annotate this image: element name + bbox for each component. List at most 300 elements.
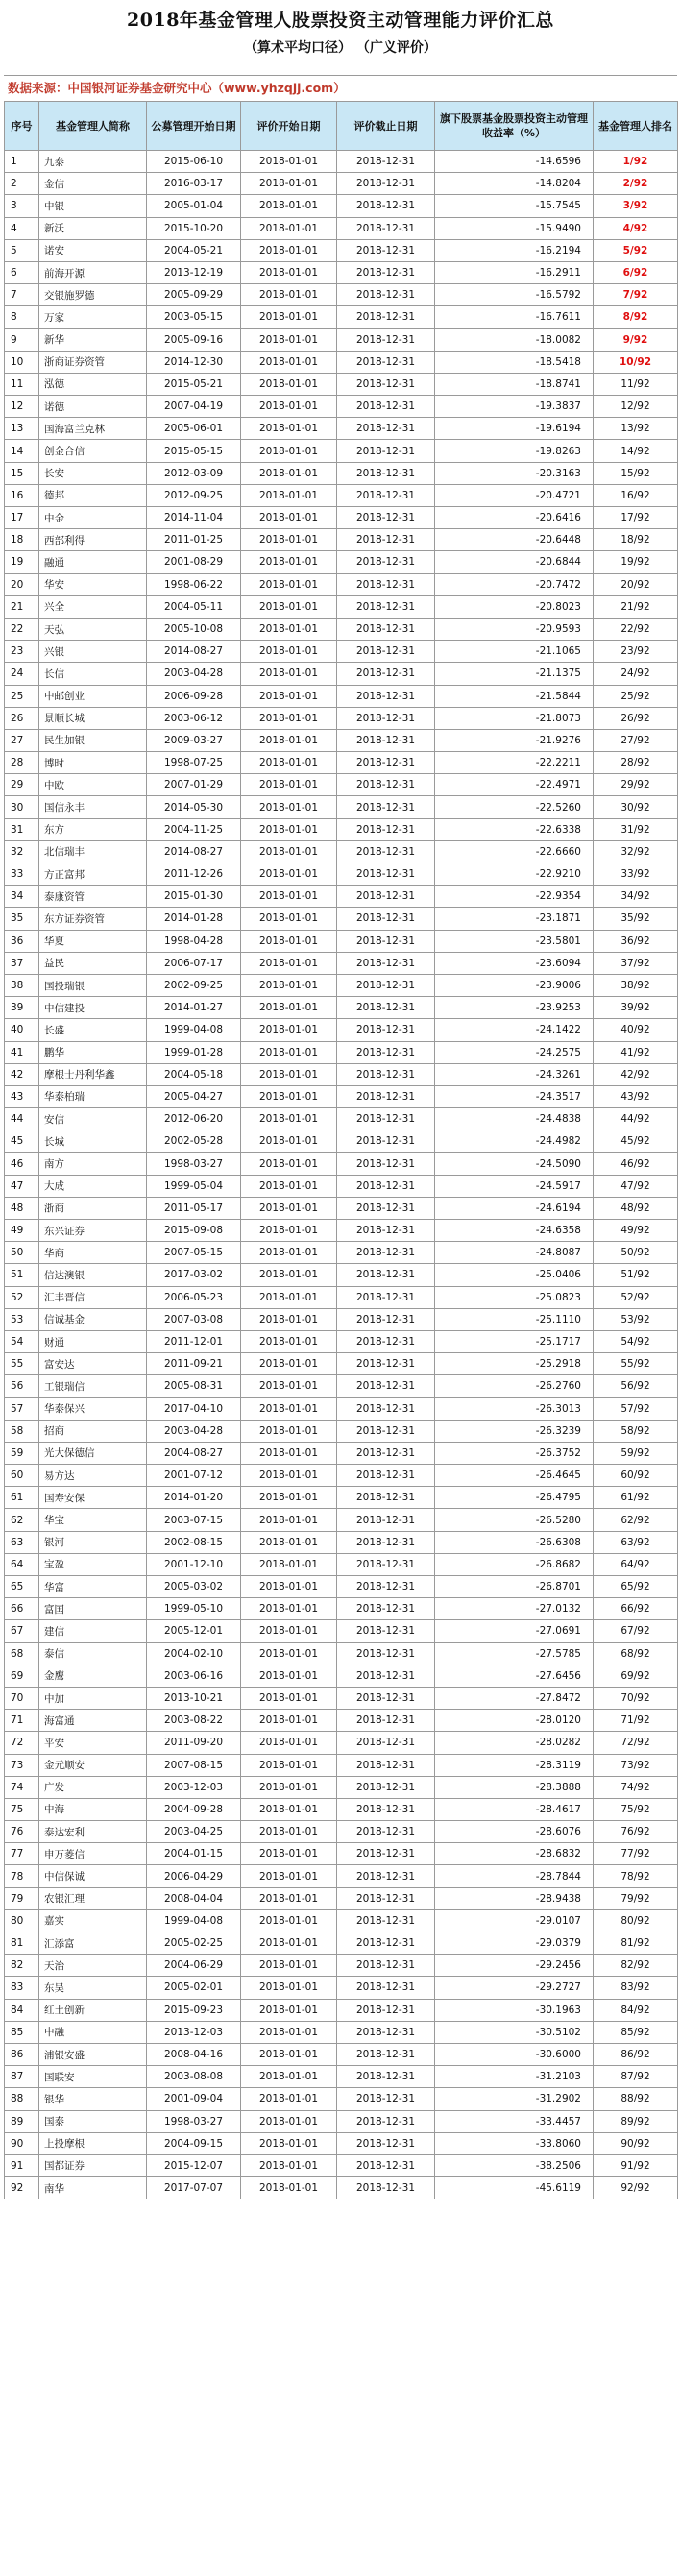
table-row bbox=[5, 1977, 678, 1999]
rank-value: 81/92 bbox=[594, 1932, 678, 1955]
public-start-date: 2005-09-29 bbox=[147, 284, 241, 306]
header-rank: 基金管理人排名 bbox=[594, 102, 678, 151]
return-value: -19.8263 bbox=[435, 440, 594, 462]
eval-end-date: 2018-12-31 bbox=[337, 2177, 435, 2199]
return-value: -24.8087 bbox=[435, 1242, 594, 1264]
row-number: 23 bbox=[5, 641, 39, 663]
public-start-date: 2004-05-18 bbox=[147, 1063, 241, 1085]
rank-value: 44/92 bbox=[594, 1108, 678, 1130]
manager-name: 华泰保兴 bbox=[39, 1397, 147, 1420]
rank-value: 19/92 bbox=[594, 551, 678, 573]
eval-start-date: 2018-01-01 bbox=[241, 908, 337, 930]
table-row bbox=[5, 1153, 678, 1175]
rank-value: 54/92 bbox=[594, 1330, 678, 1352]
return-value: -28.9438 bbox=[435, 1887, 594, 1909]
return-value: -28.0282 bbox=[435, 1732, 594, 1754]
public-start-date: 2007-08-15 bbox=[147, 1754, 241, 1776]
eval-start-date: 2018-01-01 bbox=[241, 1197, 337, 1219]
rank-value: 8/92 bbox=[594, 306, 678, 328]
public-start-date: 2007-05-15 bbox=[147, 1242, 241, 1264]
manager-name: 金鹰 bbox=[39, 1665, 147, 1687]
public-start-date: 2005-02-01 bbox=[147, 1977, 241, 1999]
table-row bbox=[5, 796, 678, 818]
eval-end-date: 2018-12-31 bbox=[337, 396, 435, 418]
header-eval-end: 评价截止日期 bbox=[337, 102, 435, 151]
rank-value: 31/92 bbox=[594, 818, 678, 840]
row-number: 60 bbox=[5, 1465, 39, 1487]
return-value: -15.9490 bbox=[435, 217, 594, 239]
data-source-note: 数据来源：中国银河证券基金研究中心（www.yhzqjj.com） bbox=[4, 75, 677, 101]
eval-start-date: 2018-01-01 bbox=[241, 507, 337, 529]
row-number: 54 bbox=[5, 1330, 39, 1352]
table-row bbox=[5, 1197, 678, 1219]
rank-value: 2/92 bbox=[594, 173, 678, 195]
eval-end-date: 2018-12-31 bbox=[337, 2043, 435, 2065]
table-row bbox=[5, 1220, 678, 1242]
eval-end-date: 2018-12-31 bbox=[337, 1553, 435, 1575]
public-start-date: 2014-01-20 bbox=[147, 1487, 241, 1509]
eval-end-date: 2018-12-31 bbox=[337, 1798, 435, 1820]
public-start-date: 2016-03-17 bbox=[147, 173, 241, 195]
public-start-date: 1999-04-08 bbox=[147, 1019, 241, 1041]
manager-name: 富安达 bbox=[39, 1353, 147, 1375]
eval-end-date: 2018-12-31 bbox=[337, 641, 435, 663]
row-number: 89 bbox=[5, 2110, 39, 2132]
public-start-date: 1998-03-27 bbox=[147, 1153, 241, 1175]
eval-start-date: 2018-01-01 bbox=[241, 663, 337, 685]
table-row bbox=[5, 1821, 678, 1843]
eval-start-date: 2018-01-01 bbox=[241, 1397, 337, 1420]
table-row bbox=[5, 1420, 678, 1442]
public-start-date: 2011-01-25 bbox=[147, 529, 241, 551]
table-row bbox=[5, 1375, 678, 1397]
return-value: -24.4982 bbox=[435, 1130, 594, 1153]
eval-end-date: 2018-12-31 bbox=[337, 997, 435, 1019]
manager-name: 华夏 bbox=[39, 930, 147, 952]
eval-end-date: 2018-12-31 bbox=[337, 1531, 435, 1553]
manager-name: 浙商证券资管 bbox=[39, 351, 147, 373]
eval-start-date: 2018-01-01 bbox=[241, 618, 337, 640]
eval-start-date: 2018-01-01 bbox=[241, 952, 337, 974]
manager-name: 宝盈 bbox=[39, 1553, 147, 1575]
manager-name: 新华 bbox=[39, 328, 147, 351]
manager-name: 益民 bbox=[39, 952, 147, 974]
public-start-date: 2017-04-10 bbox=[147, 1397, 241, 1420]
row-number: 5 bbox=[5, 239, 39, 261]
rank-value: 20/92 bbox=[594, 573, 678, 595]
return-value: -21.5844 bbox=[435, 685, 594, 707]
eval-start-date: 2018-01-01 bbox=[241, 1108, 337, 1130]
public-start-date: 2015-09-23 bbox=[147, 1999, 241, 2021]
eval-start-date: 2018-01-01 bbox=[241, 997, 337, 1019]
rank-value: 32/92 bbox=[594, 840, 678, 863]
return-value: -23.6094 bbox=[435, 952, 594, 974]
table-row bbox=[5, 1175, 678, 1197]
rank-value: 87/92 bbox=[594, 2066, 678, 2088]
eval-start-date: 2018-01-01 bbox=[241, 840, 337, 863]
table-row bbox=[5, 373, 678, 395]
return-value: -22.6338 bbox=[435, 818, 594, 840]
return-value: -24.5090 bbox=[435, 1153, 594, 1175]
eval-end-date: 2018-12-31 bbox=[337, 573, 435, 595]
eval-start-date: 2018-01-01 bbox=[241, 1620, 337, 1642]
public-start-date: 2011-12-26 bbox=[147, 863, 241, 886]
eval-start-date: 2018-01-01 bbox=[241, 1442, 337, 1464]
return-value: -26.8701 bbox=[435, 1576, 594, 1598]
rank-value: 9/92 bbox=[594, 328, 678, 351]
header-start-date: 公募管理开始日期 bbox=[147, 102, 241, 151]
rank-value: 72/92 bbox=[594, 1732, 678, 1754]
table-row bbox=[5, 1041, 678, 1063]
rank-value: 65/92 bbox=[594, 1576, 678, 1598]
manager-name: 九泰 bbox=[39, 151, 147, 173]
row-number: 61 bbox=[5, 1487, 39, 1509]
public-start-date: 2007-04-19 bbox=[147, 396, 241, 418]
return-value: -22.5260 bbox=[435, 796, 594, 818]
row-number: 26 bbox=[5, 707, 39, 729]
public-start-date: 2017-07-07 bbox=[147, 2177, 241, 2199]
return-value: -29.0107 bbox=[435, 1909, 594, 1932]
return-value: -38.2506 bbox=[435, 2154, 594, 2176]
public-start-date: 2005-09-16 bbox=[147, 328, 241, 351]
manager-name: 国海富兰克林 bbox=[39, 418, 147, 440]
return-value: -26.8682 bbox=[435, 1553, 594, 1575]
table-row bbox=[5, 418, 678, 440]
row-number: 79 bbox=[5, 1887, 39, 1909]
eval-end-date: 2018-12-31 bbox=[337, 2132, 435, 2154]
rank-value: 91/92 bbox=[594, 2154, 678, 2176]
return-value: -21.1065 bbox=[435, 641, 594, 663]
public-start-date: 2003-04-28 bbox=[147, 1420, 241, 1442]
manager-name: 长城 bbox=[39, 1130, 147, 1153]
manager-name: 红土创新 bbox=[39, 1999, 147, 2021]
table-row bbox=[5, 752, 678, 774]
row-number: 48 bbox=[5, 1197, 39, 1219]
row-number: 35 bbox=[5, 908, 39, 930]
return-value: -28.3888 bbox=[435, 1776, 594, 1798]
eval-start-date: 2018-01-01 bbox=[241, 863, 337, 886]
table-row bbox=[5, 573, 678, 595]
row-number: 72 bbox=[5, 1732, 39, 1754]
manager-name: 国信永丰 bbox=[39, 796, 147, 818]
rank-value: 5/92 bbox=[594, 239, 678, 261]
header-eval-start: 评价开始日期 bbox=[241, 102, 337, 151]
eval-start-date: 2018-01-01 bbox=[241, 1887, 337, 1909]
public-start-date: 2003-05-15 bbox=[147, 306, 241, 328]
manager-name: 银华 bbox=[39, 2088, 147, 2110]
eval-start-date: 2018-01-01 bbox=[241, 796, 337, 818]
manager-name: 天治 bbox=[39, 1955, 147, 1977]
eval-start-date: 2018-01-01 bbox=[241, 1531, 337, 1553]
eval-end-date: 2018-12-31 bbox=[337, 351, 435, 373]
rank-value: 85/92 bbox=[594, 2021, 678, 2043]
rank-value: 12/92 bbox=[594, 396, 678, 418]
public-start-date: 1999-01-28 bbox=[147, 1041, 241, 1063]
manager-name: 兴银 bbox=[39, 641, 147, 663]
manager-name: 长安 bbox=[39, 462, 147, 484]
public-start-date: 1998-06-22 bbox=[147, 573, 241, 595]
manager-name: 国泰 bbox=[39, 2110, 147, 2132]
row-number: 71 bbox=[5, 1710, 39, 1732]
table-row bbox=[5, 663, 678, 685]
manager-name: 南方 bbox=[39, 1153, 147, 1175]
rank-value: 24/92 bbox=[594, 663, 678, 685]
public-start-date: 2001-09-04 bbox=[147, 2088, 241, 2110]
eval-end-date: 2018-12-31 bbox=[337, 908, 435, 930]
eval-start-date: 2018-01-01 bbox=[241, 1955, 337, 1977]
public-start-date: 2004-05-21 bbox=[147, 239, 241, 261]
eval-end-date: 2018-12-31 bbox=[337, 418, 435, 440]
public-start-date: 2004-05-11 bbox=[147, 595, 241, 618]
manager-name: 银河 bbox=[39, 1531, 147, 1553]
eval-end-date: 2018-12-31 bbox=[337, 1353, 435, 1375]
public-start-date: 2011-12-01 bbox=[147, 1330, 241, 1352]
rank-value: 50/92 bbox=[594, 1242, 678, 1264]
table-row bbox=[5, 641, 678, 663]
eval-end-date: 2018-12-31 bbox=[337, 974, 435, 996]
table-row bbox=[5, 886, 678, 908]
public-start-date: 2014-08-27 bbox=[147, 641, 241, 663]
eval-end-date: 2018-12-31 bbox=[337, 752, 435, 774]
row-number: 58 bbox=[5, 1420, 39, 1442]
table-row bbox=[5, 284, 678, 306]
table-row bbox=[5, 1531, 678, 1553]
manager-name: 国联安 bbox=[39, 2066, 147, 2088]
eval-start-date: 2018-01-01 bbox=[241, 1130, 337, 1153]
eval-start-date: 2018-01-01 bbox=[241, 1420, 337, 1442]
rank-value: 90/92 bbox=[594, 2132, 678, 2154]
return-value: -29.2456 bbox=[435, 1955, 594, 1977]
row-number: 9 bbox=[5, 328, 39, 351]
eval-end-date: 2018-12-31 bbox=[337, 1153, 435, 1175]
row-number: 87 bbox=[5, 2066, 39, 2088]
table-row bbox=[5, 507, 678, 529]
manager-name: 泰达宏利 bbox=[39, 1821, 147, 1843]
eval-end-date: 2018-12-31 bbox=[337, 1843, 435, 1865]
return-value: -19.3837 bbox=[435, 396, 594, 418]
table-row bbox=[5, 1286, 678, 1308]
table-row bbox=[5, 1576, 678, 1598]
table-row bbox=[5, 1487, 678, 1509]
rank-value: 56/92 bbox=[594, 1375, 678, 1397]
return-value: -23.9006 bbox=[435, 974, 594, 996]
eval-end-date: 2018-12-31 bbox=[337, 462, 435, 484]
eval-end-date: 2018-12-31 bbox=[337, 1041, 435, 1063]
title-block bbox=[4, 0, 677, 75]
row-number: 40 bbox=[5, 1019, 39, 1041]
table-row bbox=[5, 1085, 678, 1107]
public-start-date: 2004-11-25 bbox=[147, 818, 241, 840]
public-start-date: 2006-09-28 bbox=[147, 685, 241, 707]
rank-value: 49/92 bbox=[594, 1220, 678, 1242]
eval-start-date: 2018-01-01 bbox=[241, 2110, 337, 2132]
rank-value: 92/92 bbox=[594, 2177, 678, 2199]
manager-name: 中信建投 bbox=[39, 997, 147, 1019]
eval-start-date: 2018-01-01 bbox=[241, 484, 337, 506]
row-number: 3 bbox=[5, 195, 39, 217]
eval-end-date: 2018-12-31 bbox=[337, 796, 435, 818]
return-value: -20.3163 bbox=[435, 462, 594, 484]
row-number: 75 bbox=[5, 1798, 39, 1820]
public-start-date: 2011-09-20 bbox=[147, 1732, 241, 1754]
eval-end-date: 2018-12-31 bbox=[337, 1754, 435, 1776]
table-row bbox=[5, 595, 678, 618]
return-value: -21.9276 bbox=[435, 729, 594, 751]
public-start-date: 2004-08-27 bbox=[147, 1442, 241, 1464]
ranking-table bbox=[4, 101, 678, 2199]
eval-start-date: 2018-01-01 bbox=[241, 1264, 337, 1286]
eval-end-date: 2018-12-31 bbox=[337, 952, 435, 974]
eval-start-date: 2018-01-01 bbox=[241, 239, 337, 261]
table-row bbox=[5, 1865, 678, 1887]
return-value: -26.3239 bbox=[435, 1420, 594, 1442]
eval-start-date: 2018-01-01 bbox=[241, 328, 337, 351]
eval-end-date: 2018-12-31 bbox=[337, 840, 435, 863]
public-start-date: 2007-03-08 bbox=[147, 1308, 241, 1330]
eval-start-date: 2018-01-01 bbox=[241, 1687, 337, 1709]
eval-start-date: 2018-01-01 bbox=[241, 2021, 337, 2043]
public-start-date: 2006-04-29 bbox=[147, 1865, 241, 1887]
rank-value: 61/92 bbox=[594, 1487, 678, 1509]
table-row bbox=[5, 1063, 678, 1085]
table-row bbox=[5, 484, 678, 506]
row-number: 76 bbox=[5, 1821, 39, 1843]
manager-name: 万家 bbox=[39, 306, 147, 328]
eval-end-date: 2018-12-31 bbox=[337, 707, 435, 729]
public-start-date: 1998-07-25 bbox=[147, 752, 241, 774]
public-start-date: 2001-07-12 bbox=[147, 1465, 241, 1487]
public-start-date: 2014-11-04 bbox=[147, 507, 241, 529]
public-start-date: 2005-12-01 bbox=[147, 1620, 241, 1642]
rank-value: 67/92 bbox=[594, 1620, 678, 1642]
eval-start-date: 2018-01-01 bbox=[241, 1041, 337, 1063]
table-row bbox=[5, 351, 678, 373]
manager-name: 中加 bbox=[39, 1687, 147, 1709]
row-number: 7 bbox=[5, 284, 39, 306]
manager-name: 鹏华 bbox=[39, 1041, 147, 1063]
public-start-date: 2015-05-21 bbox=[147, 373, 241, 395]
eval-start-date: 2018-01-01 bbox=[241, 195, 337, 217]
eval-start-date: 2018-01-01 bbox=[241, 2177, 337, 2199]
eval-end-date: 2018-12-31 bbox=[337, 217, 435, 239]
row-number: 50 bbox=[5, 1242, 39, 1264]
rank-value: 69/92 bbox=[594, 1665, 678, 1687]
public-start-date: 2004-01-15 bbox=[147, 1843, 241, 1865]
rank-value: 37/92 bbox=[594, 952, 678, 974]
page-subtitle: （算术平均口径） （广义评价） bbox=[244, 40, 437, 56]
rank-value: 35/92 bbox=[594, 908, 678, 930]
table-row bbox=[5, 1465, 678, 1487]
manager-name: 上投摩根 bbox=[39, 2132, 147, 2154]
return-value: -22.9210 bbox=[435, 863, 594, 886]
public-start-date: 2005-06-01 bbox=[147, 418, 241, 440]
rank-value: 10/92 bbox=[594, 351, 678, 373]
table-row bbox=[5, 462, 678, 484]
rank-value: 30/92 bbox=[594, 796, 678, 818]
public-start-date: 2011-05-17 bbox=[147, 1197, 241, 1219]
eval-start-date: 2018-01-01 bbox=[241, 284, 337, 306]
table-row bbox=[5, 1397, 678, 1420]
row-number: 25 bbox=[5, 685, 39, 707]
eval-start-date: 2018-01-01 bbox=[241, 707, 337, 729]
eval-start-date: 2018-01-01 bbox=[241, 1576, 337, 1598]
manager-name: 创金合信 bbox=[39, 440, 147, 462]
rank-value: 48/92 bbox=[594, 1197, 678, 1219]
manager-name: 华商 bbox=[39, 1242, 147, 1264]
eval-end-date: 2018-12-31 bbox=[337, 618, 435, 640]
eval-start-date: 2018-01-01 bbox=[241, 818, 337, 840]
row-number: 21 bbox=[5, 595, 39, 618]
rank-value: 34/92 bbox=[594, 886, 678, 908]
eval-start-date: 2018-01-01 bbox=[241, 1732, 337, 1754]
rank-value: 70/92 bbox=[594, 1687, 678, 1709]
eval-end-date: 2018-12-31 bbox=[337, 886, 435, 908]
eval-end-date: 2018-12-31 bbox=[337, 173, 435, 195]
rank-value: 26/92 bbox=[594, 707, 678, 729]
row-number: 1 bbox=[5, 151, 39, 173]
row-number: 4 bbox=[5, 217, 39, 239]
rank-value: 25/92 bbox=[594, 685, 678, 707]
manager-name: 博时 bbox=[39, 752, 147, 774]
row-number: 2 bbox=[5, 173, 39, 195]
eval-start-date: 2018-01-01 bbox=[241, 595, 337, 618]
eval-end-date: 2018-12-31 bbox=[337, 373, 435, 395]
public-start-date: 2013-12-19 bbox=[147, 261, 241, 283]
rank-value: 80/92 bbox=[594, 1909, 678, 1932]
manager-name: 东方证券资管 bbox=[39, 908, 147, 930]
public-start-date: 2011-09-21 bbox=[147, 1353, 241, 1375]
eval-end-date: 2018-12-31 bbox=[337, 306, 435, 328]
public-start-date: 2003-06-12 bbox=[147, 707, 241, 729]
row-number: 39 bbox=[5, 997, 39, 1019]
rank-value: 59/92 bbox=[594, 1442, 678, 1464]
eval-end-date: 2018-12-31 bbox=[337, 1509, 435, 1531]
row-number: 31 bbox=[5, 818, 39, 840]
return-value: -26.3013 bbox=[435, 1397, 594, 1420]
return-value: -28.3119 bbox=[435, 1754, 594, 1776]
eval-end-date: 2018-12-31 bbox=[337, 195, 435, 217]
rank-value: 86/92 bbox=[594, 2043, 678, 2065]
row-number: 49 bbox=[5, 1220, 39, 1242]
return-value: -14.6596 bbox=[435, 151, 594, 173]
eval-start-date: 2018-01-01 bbox=[241, 1754, 337, 1776]
rank-value: 82/92 bbox=[594, 1955, 678, 1977]
row-number: 62 bbox=[5, 1509, 39, 1531]
return-value: -19.6194 bbox=[435, 418, 594, 440]
public-start-date: 2003-08-08 bbox=[147, 2066, 241, 2088]
public-start-date: 2014-12-30 bbox=[147, 351, 241, 373]
public-start-date: 2005-02-25 bbox=[147, 1932, 241, 1955]
row-number: 19 bbox=[5, 551, 39, 573]
eval-end-date: 2018-12-31 bbox=[337, 507, 435, 529]
eval-end-date: 2018-12-31 bbox=[337, 440, 435, 462]
return-value: -25.2918 bbox=[435, 1353, 594, 1375]
eval-end-date: 2018-12-31 bbox=[337, 239, 435, 261]
public-start-date: 2003-06-16 bbox=[147, 1665, 241, 1687]
return-value: -18.0082 bbox=[435, 328, 594, 351]
manager-name: 申万菱信 bbox=[39, 1843, 147, 1865]
row-number: 11 bbox=[5, 373, 39, 395]
table-row bbox=[5, 1955, 678, 1977]
table-row bbox=[5, 440, 678, 462]
manager-name: 广发 bbox=[39, 1776, 147, 1798]
table-row bbox=[5, 195, 678, 217]
eval-end-date: 2018-12-31 bbox=[337, 1130, 435, 1153]
eval-start-date: 2018-01-01 bbox=[241, 261, 337, 283]
eval-start-date: 2018-01-01 bbox=[241, 1153, 337, 1175]
row-number: 80 bbox=[5, 1909, 39, 1932]
table-row bbox=[5, 1620, 678, 1642]
